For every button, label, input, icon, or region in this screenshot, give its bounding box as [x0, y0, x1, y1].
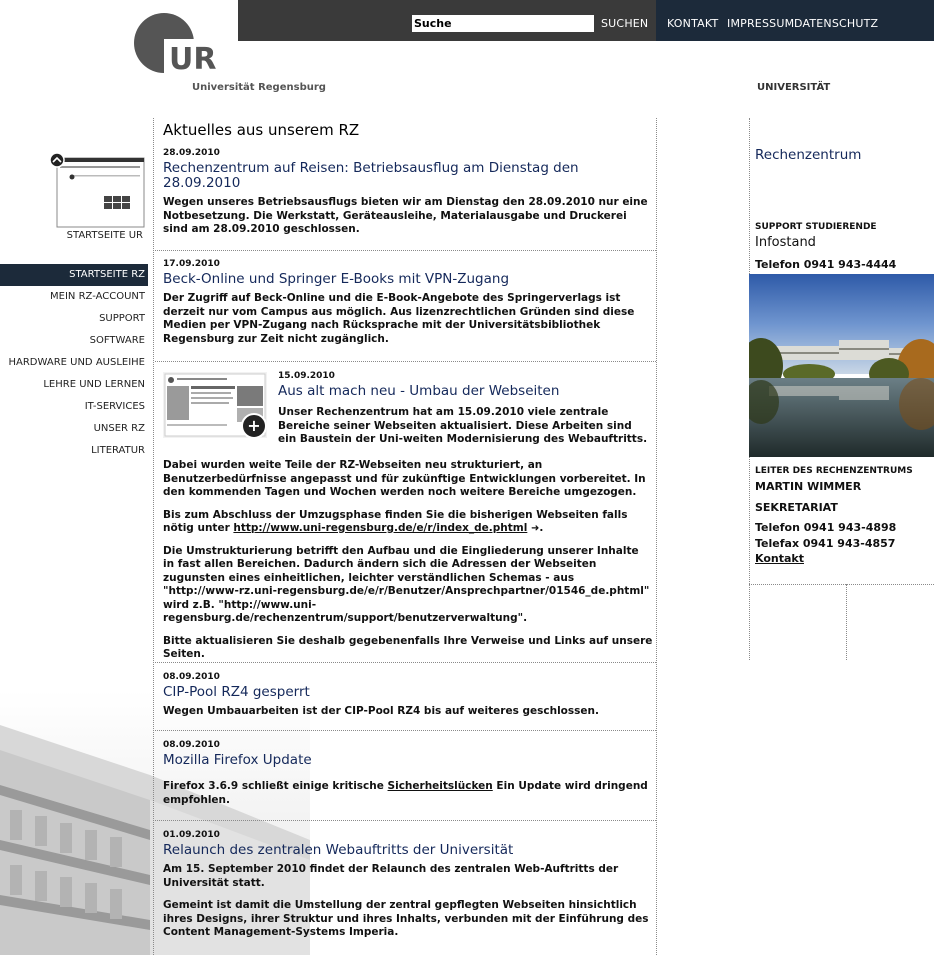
main-left-divider	[153, 118, 154, 955]
sidebar-item-hardware-und-ausleihe[interactable]: HARDWARE UND AUSLEIHE	[8, 357, 145, 368]
news-separator	[155, 730, 656, 731]
support-label: SUPPORT STUDIERENDE	[755, 222, 877, 232]
news-body: Wegen Umbauarbeiten ist der CIP-Pool RZ4 bis auf weiteres geschlossen.	[163, 705, 599, 717]
news-headline[interactable]: Relaunch des zentralen Webauftritts der Universität	[163, 842, 514, 858]
news-headline[interactable]: Mozilla Firefox Update	[163, 752, 312, 768]
sidebar-nav	[0, 264, 148, 462]
news-separator	[155, 361, 656, 362]
universitaet-label[interactable]: UNIVERSITÄT	[757, 82, 831, 93]
news-paragraph: Gemeint ist damit die Umstellung der zentral gepflegten Webseiten hinsichtlich ihres Designs, ihrer Struktur und ihres Inhalts, verbunden mit der Einführung des Content Management-Systems Imperia.	[163, 899, 649, 938]
main-right-divider	[656, 118, 657, 955]
campus-photo	[749, 274, 934, 457]
external-link-icon: ➜	[530, 523, 540, 534]
infostand-label: Infostand	[755, 235, 816, 250]
news-intro: Unser Rechenzentrum hat am 15.09.2010 viele zentrale Bereiche seiner Webseiten aktualisiert. Diese Arbeiten sind ein Baustein der Uni-weiten Modernisierung des Webauftritts.	[278, 406, 648, 445]
sidebar-item-mein-rz-account[interactable]: MEIN RZ-ACCOUNT	[50, 291, 145, 302]
news-paragraph: Die Umstrukturierung betrifft den Aufbau und die Eingliederung unserer Inhalte in fast allen Bereichen. Dadurch ändern sich die Adressen der Webseiten zugunsten eines einheitlichen, leichter verständlichen Schemas - aus "http://www-rz.uni-regensburg.de/e/r/Benutzer/Ansprechpartner/01546_de.phtml" wird z.B. "http://www.uni-regensburg.de/rechenzentrum/support/benutzerverwaltung".	[163, 544, 650, 624]
sidebar-item-lehre-und-lernen[interactable]: LEHRE UND LERNEN	[43, 379, 145, 390]
right-column-inner-divider	[846, 584, 847, 660]
news-item-header	[278, 371, 653, 447]
leiter-name: MARTIN WIMMER	[755, 480, 862, 493]
sekretariat-phone: Telefon 0941 943-4898	[755, 521, 897, 534]
sekretariat-fax: Telefax 0941 943-4857	[755, 537, 896, 550]
sidebar-item-startseite-rz[interactable]: STARTSEITE RZ	[0, 264, 148, 286]
news-item-body	[163, 454, 653, 662]
news-text: Bis zum Abschluss der Umzugsphase finden Sie die bisherigen Webseiten falls nötig unter	[163, 508, 628, 534]
news-body: Der Zugriff auf Beck-Online und die E-Book-Angebote des Springerverlags ist derzeit nur vom Campus aus möglich. Aus lizenzrechtlichen Gründen sind diese Medien per VPN-Zugang nach Rücksprache mit der Universitätsbibliothek Regensburg zur Zeit nicht zugänglich.	[163, 292, 635, 345]
news-headline[interactable]: Rechenzentrum auf Reisen: Betriebsausflug am Dienstag den 28.09.2010	[163, 160, 579, 191]
news-headline[interactable]: Beck-Online und Springer E-Books mit VPN-Zugang	[163, 271, 510, 287]
kontakt-link-right[interactable]: Kontakt	[755, 552, 804, 565]
university-logo[interactable]	[134, 13, 244, 78]
news-item	[163, 830, 653, 940]
sidebar-item-support[interactable]: SUPPORT	[99, 313, 145, 324]
logo-caption: Universität Regensburg	[192, 82, 326, 93]
sidebar-item-it-services[interactable]: IT-SERVICES	[84, 401, 145, 412]
news-date: 15.09.2010	[278, 371, 335, 381]
old-website-link[interactable]: http://www.uni-regensburg.de/e/r/index_de.phtml	[233, 522, 528, 534]
news-paragraph: Bitte aktualisieren Sie deshalb gegebenenfalls Ihre Verweise und Links auf unsere Seiten.	[163, 634, 653, 660]
news-item	[163, 148, 653, 237]
news-paragraph	[163, 509, 653, 536]
startseite-ur-thumbnail[interactable]	[48, 152, 146, 228]
news-separator	[155, 820, 656, 821]
news-headline[interactable]: Aus alt mach neu - Umbau der Webseiten	[278, 383, 560, 399]
news-date: 17.09.2010	[163, 259, 220, 269]
leiter-label: LEITER DES RECHENZENTRUMS	[755, 466, 913, 476]
news-paragraph: Am 15. September 2010 findet der Relaunch des zentralen Web-Auftritts der Universität statt.	[163, 863, 619, 889]
sidebar-item-literatur[interactable]: LITERATUR	[91, 445, 145, 456]
plus-icon[interactable]: +	[241, 413, 267, 439]
kontakt-link[interactable]: KONTAKT	[667, 17, 719, 30]
news-text: Firefox 3.6.9 schließt einige kritische	[163, 780, 388, 792]
news-body: Wegen unseres Betriebsausflugs bieten wir am Dienstag den 28.09.2010 nur eine Notbesetzung. Die Werkstatt, Geräteausleihe, Materialausgabe und Druckerei sind am 28.09.2010 geschlossen.	[163, 196, 648, 235]
news-separator	[155, 250, 656, 251]
logo-text: UR	[169, 42, 217, 77]
news-headline[interactable]: CIP-Pool RZ4 gesperrt	[163, 684, 310, 700]
impressum-link[interactable]: IMPRESSUM	[727, 17, 795, 30]
news-date: 08.09.2010	[163, 672, 220, 682]
news-text: Ein Update wird dringend empfohlen.	[163, 780, 648, 806]
news-paragraph: Dabei wurden weite Teile der RZ-Webseiten neu strukturiert, an Benutzerbedürfnisse angepasst und für zukünftige Entwicklungen vorbereitet. In den kommenden Tagen und Wochen werden noch weitere Bereiche umgezogen.	[163, 459, 646, 498]
startseite-ur-link[interactable]: STARTSEITE UR	[66, 230, 143, 241]
right-column-separator	[749, 584, 934, 585]
news-date: 28.09.2010	[163, 148, 220, 158]
sidebar-item-unser-rz[interactable]: UNSER RZ	[93, 423, 145, 434]
datenschutz-link[interactable]: DATENSCHUTZ	[794, 17, 879, 30]
news-body	[163, 780, 653, 807]
sekretariat-label: SEKRETARIAT	[755, 501, 838, 514]
news-item	[163, 259, 653, 346]
news-item	[163, 672, 653, 719]
rechenzentrum-title[interactable]: Rechenzentrum	[755, 147, 862, 163]
news-date: 01.09.2010	[163, 830, 220, 840]
news-separator	[155, 662, 656, 663]
infostand-phone: Telefon 0941 943-4444	[755, 258, 897, 271]
search-input[interactable]	[412, 15, 594, 32]
news-text: .	[539, 522, 544, 534]
sicherheitsluecken-link[interactable]: Sicherheitslücken	[387, 780, 493, 792]
news-date: 08.09.2010	[163, 740, 220, 750]
sidebar-item-software[interactable]: SOFTWARE	[89, 335, 145, 346]
news-item	[163, 740, 653, 807]
page-title: Aktuelles aus unserem RZ	[163, 121, 360, 139]
search-button[interactable]: SUCHEN	[601, 17, 649, 30]
